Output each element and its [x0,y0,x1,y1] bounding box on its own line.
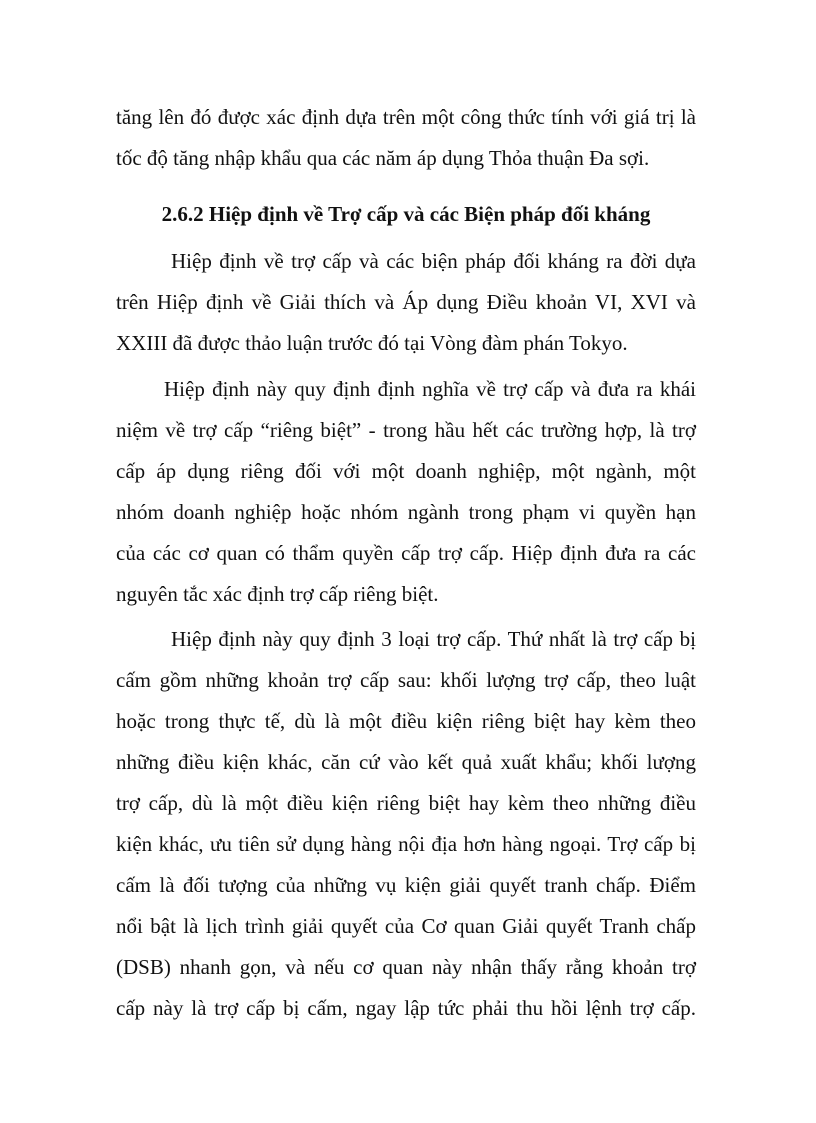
section-heading: 2.6.2 Hiệp định về Trợ cấp và các Biện pháp đối kháng [161,202,651,226]
text-line: nổi bật là lịch trình giải quyết của Cơ quan Giải quyết Tranh chấp [116,914,696,938]
text-line: tốc độ tăng nhập khẩu qua các năm áp dụng Thỏa thuận Đa sợi. [116,146,650,170]
text-line: trên Hiệp định về Giải thích và Áp dụng Điều khoản VI, XVI và [116,290,696,314]
text-line: cấm gồm những khoản trợ cấp sau: khối lượng trợ cấp, theo luật [116,668,696,692]
text-line: nhóm doanh nghiệp hoặc nhóm ngành trong phạm vi quyền hạn [116,500,696,524]
text-line: nguyên tắc xác định trợ cấp riêng biệt. [116,582,439,606]
text-line: kiện khác, ưu tiên sử dụng hàng nội địa hơn hàng ngoại. Trợ cấp bị [116,832,696,856]
text-line: cấp áp dụng riêng đối với một doanh nghiệp, một ngành, một [116,459,696,483]
text-line: (DSB) nhanh gọn, và nếu cơ quan này nhận thấy rằng khoản trợ [116,955,696,979]
text-line: những điều kiện khác, căn cứ vào kết quả xuất khẩu; khối lượng [116,750,696,774]
text-line: tăng lên đó được xác định dựa trên một công thức tính với giá trị là [116,105,696,129]
text-line: niệm về trợ cấp “riêng biệt” - trong hầu hết các trường hợp, là trợ [116,418,696,442]
text-line: XXIII đã được thảo luận trước đó tại Vòng đàm phán Tokyo. [116,331,628,355]
text-line: của các cơ quan có thẩm quyền cấp trợ cấp. Hiệp định đưa ra các [116,541,696,565]
text-line: Hiệp định này quy định định nghĩa về trợ cấp và đưa ra khái [164,377,696,401]
text-line: Hiệp định này quy định 3 loại trợ cấp. Thứ nhất là trợ cấp bị [171,627,696,651]
text-line: cấm là đối tượng của những vụ kiện giải quyết tranh chấp. Điểm [116,873,696,897]
text-line: Hiệp định về trợ cấp và các biện pháp đối kháng ra đời dựa [171,249,696,273]
text-line: cấp này là trợ cấp bị cấm, ngay lập tức phải thu hồi lệnh trợ cấp. [116,996,696,1020]
text-line: hoặc trong thực tế, dù là một điều kiện riêng biệt hay kèm theo [116,709,696,733]
text-line: trợ cấp, dù là một điều kiện riêng biệt hay kèm theo những điều [116,791,696,815]
